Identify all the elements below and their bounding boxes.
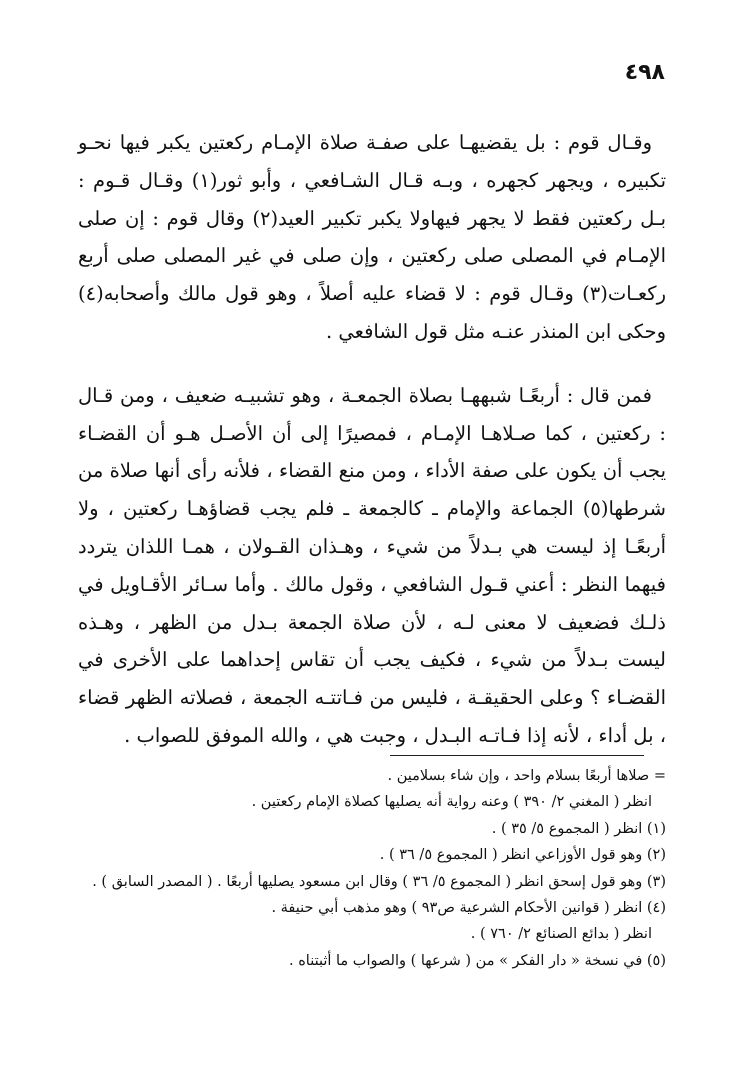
body-paragraph: وقـال قوم : بل يقضيهـا على صفـة صلاة الإمـام ركعتين يكبر فيها نحـو تكبيره ، ويجهر كجهره ، وبـه قـال الشـافعي ، وأبو ثور(١) وقـال قـوم : بـل ركعتين فقط لا يجهر فيهاولا يكبر تكبير العيد(٢) وقال قوم : إن صلى الإمـام في المصلى صلى ركعتين ، وإن صلى في غير المصلى صلى أربع ركعـات(٣) وقـال قوم : لا قضاء عليه أصلاً ، وهو قول مالك وأصحابه(٤) وحكى ابن المنذر عنـه مثل قول الشافعي . [78, 131, 667, 343]
footnotes [78, 763, 666, 974]
footnote-line: انظر ( المغني ٢/ ٣٩٠ ) وعنه رواية أنه يصليها كصلاة الإمام ركعتين . [251, 794, 652, 811]
main-text [78, 124, 666, 755]
footnote-3: (٣) وهو قول إسحق انظر ( المجموع ٥/ ٣٦ ) وقال ابن مسعود يصليها أربعًا . ( المصدر السابق ) . [92, 873, 666, 890]
footnote-2: (٢) وهو قول الأوزاعي انظر ( المجموع ٥/ ٣٦ ) . [379, 847, 666, 864]
footnote-continuation: = صلاها أربعًا بسلام واحد ، وإن شاء بسلامين . [387, 768, 666, 784]
footnote-divider [390, 755, 644, 756]
footnote-4: (٤) انظر ( قوانين الأحكام الشرعية ص٩٣ ) وهو مذهب أبي حنيفة . [271, 900, 666, 917]
footnote-line: انظر ( بدائع الصنائع ٢/ ٧٦٠ ) . [470, 926, 652, 943]
body-paragraph: فمن قال : أربعًـا شبههـا بصلاة الجمعـة ، وهو تشبيـه ضعيف ، ومن قـال : ركعتين ، كما صـلاهـا الإمـام ، فمصيرًا إلى أن الأصـل هـو أن القضـاء يجب أن يكون على صفة الأداء ، ومن منع القضاء ، فلأنه رأى أنها صلاة من شرطها(٥) الجماعة والإمام ـ كالجمعة ـ فلم يجب قضاؤهـا ركعتين ، ولا أربعًـا إذ ليست هي بـدلاً من شيء ، وهـذان القـولان ، همـا اللذان يتردد فيهما النظر : أعني قـول الشافعي ، وقول مالك . وأما سـائر الأقـاويل في ذلـك فضعيف لا معنى لـه ، لأن صلاة الجمعة بـدل من الظهر ، وهـذه ليست بـدلاً من شيء ، فكيف يجب أن تقاس إحداهما على الأخرى في القضـاء ؟ وعلى الحقيقـة ، فليس من فـاتتـه الجمعة ، فصلاته الظهر قضاء ، بل أداء ، لأنه إذا فـاتـه البـدل ، وجبت هي ، والله الموفق للصواب . [78, 383, 666, 747]
footnote-1: (١) انظر ( المجموع ٥/ ٣٥ ) . [491, 820, 666, 837]
footnote-5: (٥) في نسخة « دار الفكر » من ( شرعها ) والصواب ما أثبتناه . [288, 952, 666, 969]
page-number: ٤٩٨ [624, 60, 665, 85]
